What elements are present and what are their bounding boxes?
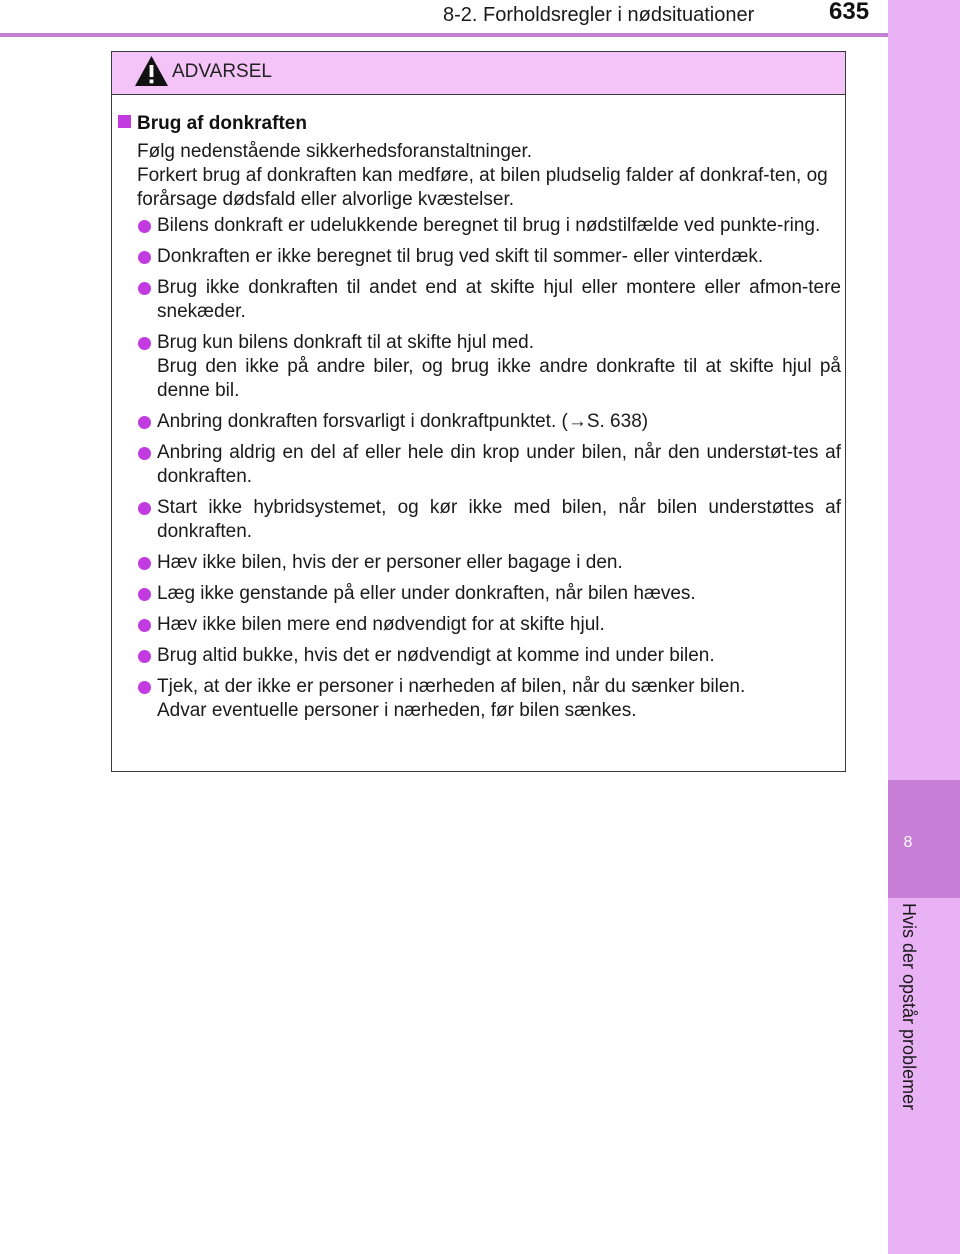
list-item-text: Brug kun bilens donkraft til at skifte hjul med. bbox=[157, 332, 535, 353]
list-item-text: Bilens donkraft er udelukkende beregnet til brug i nødstilfælde ved punkte-ring. bbox=[157, 215, 821, 236]
list-item bbox=[138, 582, 841, 606]
bullet-dot-icon bbox=[138, 282, 151, 295]
bullet-dot-icon bbox=[138, 619, 151, 632]
list-item-text: Anbring aldrig en del af eller hele din krop under bilen, når den understøt-tes af donkraften. bbox=[157, 442, 841, 487]
list-item-text: Anbring donkraften forsvarligt i donkraftpunktet. (→S. 638) bbox=[157, 411, 649, 432]
list-item bbox=[138, 496, 841, 544]
subheading-text: Brug af donkraften bbox=[137, 113, 307, 134]
list-item bbox=[138, 441, 841, 489]
list-item bbox=[138, 331, 841, 403]
chapter-title: Hvis der opstår problemer bbox=[899, 903, 919, 1111]
bullet-dot-icon bbox=[138, 447, 151, 460]
list-item bbox=[138, 245, 841, 269]
bullet-dot-icon bbox=[138, 681, 151, 694]
list-item-text: Brug ikke donkraften til andet end at skifte hjul eller montere eller afmon-tere snekæder. bbox=[157, 277, 841, 322]
bullet-dot-icon bbox=[138, 588, 151, 601]
warning-intro bbox=[137, 140, 842, 212]
list-item bbox=[138, 276, 841, 324]
page-number: 635 bbox=[829, 0, 870, 25]
bullet-dot-icon bbox=[138, 557, 151, 570]
list-item-text: Tjek, at der ikke er personer i nærheden af bilen, når du sænker bilen. bbox=[157, 676, 746, 697]
list-item-text: Hæv ikke bilen mere end nødvendigt for at skifte hjul. bbox=[157, 614, 605, 635]
section-title: 8-2. Forholdsregler i nødsituationer bbox=[443, 4, 755, 26]
warning-label: ADVARSEL bbox=[172, 61, 272, 82]
header-rule bbox=[0, 33, 888, 37]
bullet-dot-icon bbox=[138, 251, 151, 264]
bullet-dot-icon bbox=[138, 650, 151, 663]
warning-header bbox=[112, 52, 845, 95]
list-item-text: Brug den ikke på andre biler, og brug ikke andre donkrafte til at skifte hjul på denne bil. bbox=[157, 356, 841, 401]
warning-subheading bbox=[118, 113, 307, 135]
warning-list bbox=[138, 214, 841, 730]
list-item-text: Advar eventuelle personer i nærheden, før bilen sænkes. bbox=[157, 700, 637, 721]
list-item bbox=[138, 613, 841, 637]
bullet-dot-icon bbox=[138, 337, 151, 350]
intro-line: Forkert brug af donkraften kan medføre, at bilen pludselig falder af donkraf-ten, og forårsage dødsfald eller alvorlige kvæstelser. bbox=[137, 165, 828, 210]
list-item bbox=[138, 644, 841, 668]
list-item bbox=[138, 675, 841, 723]
list-item bbox=[138, 551, 841, 575]
list-item-text: Brug altid bukke, hvis det er nødvendigt at komme ind under bilen. bbox=[157, 645, 715, 666]
bullet-dot-icon bbox=[138, 416, 151, 429]
list-item-text: Donkraften er ikke beregnet til brug ved skift til sommer- eller vinterdæk. bbox=[157, 246, 764, 267]
warning-box bbox=[111, 51, 846, 772]
list-item bbox=[138, 214, 841, 238]
intro-line: Følg nedenstående sikkerhedsforanstaltninger. bbox=[137, 141, 533, 162]
list-item-text: Start ikke hybridsystemet, og kør ikke med bilen, når bilen understøttes af donkraften. bbox=[157, 497, 841, 542]
chapter-number: 8 bbox=[903, 834, 913, 851]
list-item-text: Læg ikke genstande på eller under donkraften, når bilen hæves. bbox=[157, 583, 696, 604]
list-item bbox=[138, 410, 841, 434]
square-marker-icon bbox=[118, 115, 131, 128]
bullet-dot-icon bbox=[138, 220, 151, 233]
warning-triangle-icon bbox=[134, 55, 169, 87]
bullet-dot-icon bbox=[138, 502, 151, 515]
list-item-text: Hæv ikke bilen, hvis der er personer eller bagage i den. bbox=[157, 552, 623, 573]
